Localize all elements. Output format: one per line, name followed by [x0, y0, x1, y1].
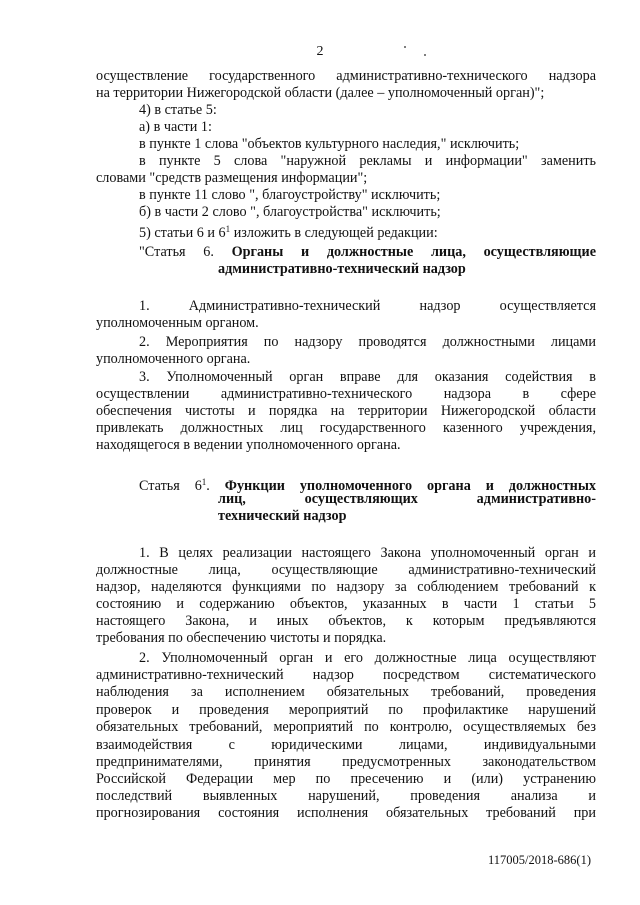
paragraph-line: наблюдения за исполнением обязательных требований, проведения	[96, 684, 596, 700]
paragraph-line: 2. Мероприятия по надзору проводятся должностными лицами	[139, 334, 596, 350]
list-item: а) в части 1:	[139, 119, 212, 135]
list-item: в пункте 1 слова "объектов культурного наследия," исключить;	[139, 136, 520, 152]
text-line: словами "средств размещения информации";	[96, 170, 368, 186]
text-line: на территории Нижегородской области (далее – уполномоченный орган)";	[96, 85, 545, 101]
paragraph-line: 2. Уполномоченный орган и его должностные лица осуществляют	[139, 650, 596, 666]
page-number: 2	[316, 44, 324, 59]
paragraph-line: находящегося в ведении уполномоченного органа.	[96, 437, 401, 453]
article-6-heading-cont: административно-технический надзор	[218, 261, 466, 277]
paragraph-line: уполномоченным органом.	[96, 315, 259, 331]
text-line: осуществление государственного административно-технического надзора	[96, 68, 596, 84]
paragraph-line: надзор, наделяются функциями по надзору за соблюдением требований к	[96, 579, 596, 595]
paragraph-line: 3. Уполномоченный орган вправе для оказания содействия в	[139, 369, 596, 385]
paragraph-line: 1. Административно-технический надзор осуществляется	[139, 298, 596, 314]
paragraph-line: прогнозирования состояния исполнения обязательных требований при	[96, 805, 596, 821]
paragraph-line: проверок и проведения мероприятий по профилактике нарушений	[96, 702, 596, 718]
article-6-heading: "Статья 6. Органы и должностные лица, осуществляющие	[139, 244, 596, 260]
list-item: 4) в статье 5:	[139, 102, 217, 118]
paragraph-line: административно-технический надзор посредством систематического	[96, 667, 596, 683]
paragraph-line: настоящего Закона, и иных объектов, к которым предъявляются	[96, 613, 596, 629]
paragraph-line: осуществлении административно-технического надзора в сфере	[96, 386, 596, 402]
list-item: 5) статьи 6 и $6^1$ изложить в следующей редакции:	[139, 224, 438, 241]
paragraph-line: 1. В целях реализации настоящего Закона уполномоченный орган и	[139, 545, 596, 561]
paragraph-line: обязательных требований, мероприятий по контролю, осуществляемых без	[96, 719, 596, 735]
list-item: б) в части 2 слово ", благоустройства" исключить;	[139, 204, 441, 220]
list-item: в пункте 5 слова "наружной рекламы и информации" заменить	[139, 153, 596, 169]
scan-speck	[424, 54, 426, 56]
paragraph-line: требования по обеспечению чистоты и порядка.	[96, 630, 387, 646]
paragraph-line: предпринимателями, принятия предусмотренных законодательством	[96, 754, 596, 770]
paragraph-line: должностные лица, осуществляющие административно-технический	[96, 562, 596, 578]
scan-speck	[404, 46, 406, 48]
paragraph-line: привлекать должностных лиц государственного казенного учреждения,	[96, 420, 596, 436]
paragraph-line: взаимодействия с юридическими лицами, индивидуальными	[96, 737, 596, 753]
paragraph-line: Российской Федерации мер по пресечению и (или) устранению	[96, 771, 596, 787]
article-6-1-heading-cont: лиц, осуществляющих административно-	[218, 491, 596, 507]
article-6-1-heading-cont: технический надзор	[218, 508, 347, 524]
article-6-1-heading: Статья $6^1$. Функции уполномоченного органа и должностных	[139, 477, 597, 494]
paragraph-line: последствий выявленных нарушений, проведения анализа и	[96, 788, 596, 804]
paragraph-line: состоянию и содержанию объектов, указанных в части 1 статьи 5	[96, 596, 596, 612]
paragraph-line: уполномоченного органа.	[96, 351, 251, 367]
list-item: в пункте 11 слово ", благоустройству" исключить;	[139, 187, 441, 203]
document-code: 117005/2018-686(1)	[488, 853, 591, 867]
paragraph-line: обеспечения чистоты и порядка на территории Нижегородской области	[96, 403, 596, 419]
